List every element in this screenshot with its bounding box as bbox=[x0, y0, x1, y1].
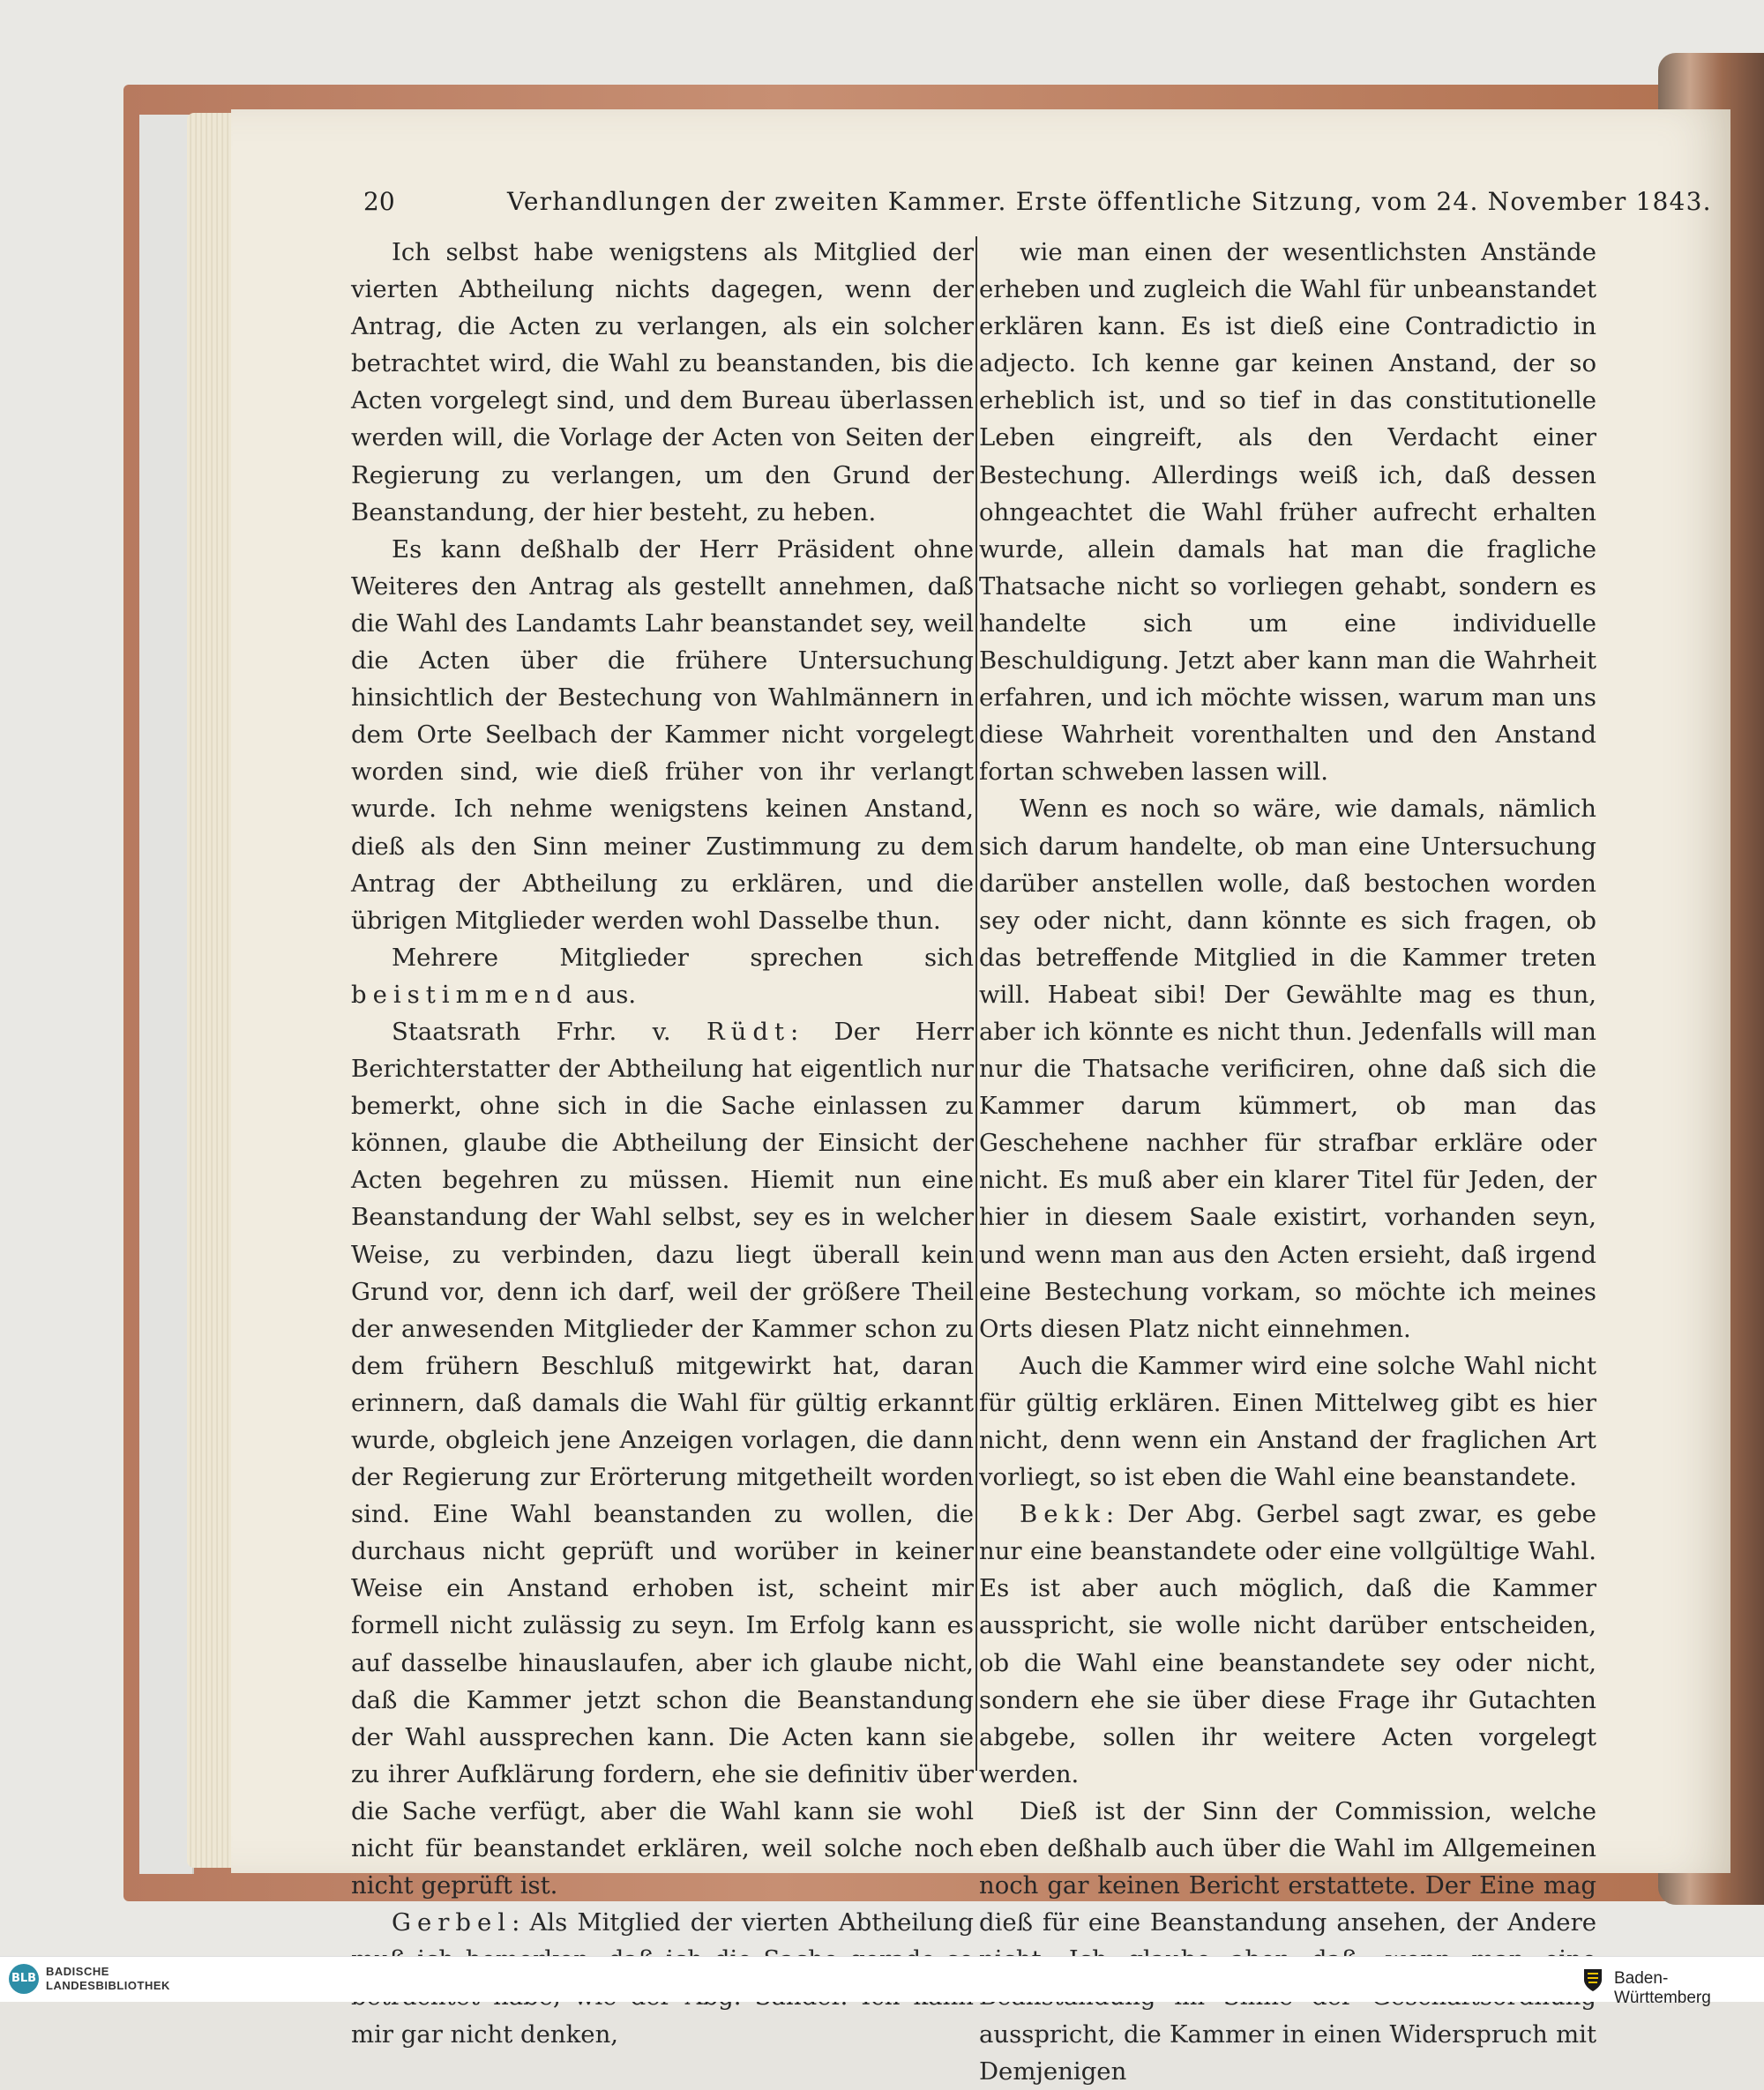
paragraph bbox=[979, 1347, 1596, 1496]
running-header bbox=[363, 187, 1712, 231]
paragraph-text: : Als Mitglied der vierten Abtheilung mir gar nicht denken, bbox=[351, 1908, 974, 2049]
paragraph bbox=[351, 1013, 974, 1904]
paragraph-text: Wenn es noch so wäre, wie damals, nämlich sich darum handelte, ob man eine Untersuchung darüber anstellen wolle, daß bestochen worden sey oder nicht, dann könnte es sich fragen, ob das betreffende Mitglied in die Kammer treten will. Habeat sibi! Der Gewählte mag es thun, aber ich könnte es nicht thun. Jedenfalls will man nur die Thatsache verificiren, ohne daß sich die Kammer darum kümmert, ob man das Geschehene nachher für strafbar erkläre oder nicht. Es muß aber ein klarer Titel für Jeden, der hier in diesem Saale existirt, vorhanden seyn, und wenn man aus den Acten ersieht, daß irgend eine Bestechung vorkam, so möchte ich meines Orts diesen Platz nicht einnehmen. bbox=[979, 795, 1596, 1343]
paragraph-text: : Der Abg. Gerbel sagt zwar, es gebe nur eine beanstandete oder eine vollgültige Wahl. Es ist aber auch möglich, daß die Kammer ausspricht, sie wolle nicht darüber entscheiden, ob die Wahl eine beanstandete sey oder nicht, sondern ehe sie über diese Frage ihr Gutachten abgebe, sollen ihr weitere Acten vorgelegt werden. bbox=[979, 1500, 1596, 1788]
column-divider bbox=[975, 236, 977, 1771]
flyleaf bbox=[139, 115, 194, 1874]
blb-logo[interactable]: BLB bbox=[9, 1964, 39, 1994]
running-title: Verhandlungen der zweiten Kammer. Erste öffentliche Sitzung, vom 24. November 1843. bbox=[507, 187, 1712, 216]
paragraph bbox=[351, 939, 974, 1013]
speaker-name: Bekk bbox=[1020, 1500, 1106, 1529]
paragraph-text: wie man einen der wesentlichsten Anstände erheben und zugleich die Wahl für unbeanstandet erklären kann. Es ist dieß eine Contradictio in adjecto. Ich kenne gar keinen Anstand, der so erheblich ist, und so tief in das constitutionelle Leben eingreift, als den Verdacht einer Bestechung. Allerdings weiß ich, daß dessen ohngeachtet die Wahl früher aufrecht erhalten wurde, allein damals hat man die fragliche Thatsache nicht so vorliegen gehabt, sondern es handelte sich um eine individuelle Beschuldigung. Jetzt aber kann man die Wahrheit erfahren, und ich möchte wissen, warum man uns diese Wahrheit vorenthalten und den Anstand fortan schweben lassen will. bbox=[979, 238, 1596, 787]
paragraph bbox=[351, 234, 974, 531]
speaker-name: beistimmend bbox=[351, 980, 579, 1009]
baden-wuerttemberg-label[interactable]: Baden-Württemberg bbox=[1614, 1969, 1711, 2007]
page-number: 20 bbox=[363, 187, 395, 216]
baden-wuerttemberg-coat-of-arms-icon[interactable] bbox=[1579, 1966, 1607, 1994]
blb-name-line1: BADISCHE bbox=[46, 1965, 109, 1978]
paragraph-text: Auch die Kammer wird eine solche Wahl nicht für gültig erklären. Einen Mittelweg gibt es hier nicht, denn wenn ein Anstand der fraglichen Art vorliegt, so ist eben die Wahl eine beanstandete. bbox=[979, 1351, 1596, 1492]
paragraph bbox=[351, 531, 974, 939]
blb-name[interactable] bbox=[46, 1965, 170, 1993]
paragraph bbox=[979, 1496, 1596, 1793]
paragraph-text: : Der Herr Berichterstatter der Abtheilung hat eigentlich nur bemerkt, ohne sich in die Sache einlassen zu können, glaube die Abtheilung der Einsicht der Acten begehren zu müssen. Hiemit nun eine Beanstandung der Wahl selbst, sey es in welcher Weise, zu verbinden, dazu liegt überall kein Grund vor, denn ich darf, weil der größere Theil der anwesenden Mitglieder der Kammer schon zu dem frühern Beschluß mitgewirkt hat, daran erinnern, daß damals die Wahl für gültig erkannt wurde, obgleich jene Anzeigen vorlagen, die dann der Regierung zur Erörterung mitgetheilt worden sind. Eine Wahl beanstanden zu wollen, die durchaus nicht geprüft und worüber in keiner Weise ein Anstand erhoben ist, scheint mir formell nicht zulässig zu seyn. Im Erfolg kann es auf dasselbe hinauslaufen, aber ich glaube nicht, daß die Kammer jetzt schon die Beanstandung der Wahl aussprechen kann. Die Acten kann sie zu ihrer Aufklärung fordern, ehe sie definitiv über die Sache verfügt, aber die Wahl kann sie wohl nicht für beanstandet erklären, weil solche noch nicht geprüft ist. bbox=[351, 1017, 974, 1900]
paragraph-text: Ich selbst habe wenigstens als Mitglied der vierten Abtheilung nichts dagegen, wenn der Antrag, die Acten zu verlangen, als ein solcher betrachtet wird, die Wahl zu beanstanden, bis die Acten vorgelegt sind, und dem Bureau überlassen werden will, die Vorlage der Acten von Seiten der Regierung zu verlangen, um den Grund der Beanstandung, der hier besteht, zu heben. bbox=[351, 238, 974, 526]
paragraph bbox=[979, 234, 1596, 790]
footer-bar bbox=[0, 1956, 1764, 2007]
paragraph-prefix: Mehrere Mitglieder sprechen sich bbox=[392, 943, 974, 972]
paragraph-text: Dieß ist der Sinn der Commission, welche eben deßhalb auch über die Wahl im Allgemeinen noch gar keinen Bericht erstattete. Der Eine mag dieß für eine Beanstandung ansehen, der Andere ausspricht, die Kammer in einen Widerspruch mit Demjenigen bbox=[979, 1796, 1596, 2086]
speaker-name: Gerbel bbox=[392, 1908, 512, 1937]
paragraph-text: aus. bbox=[578, 980, 637, 1009]
paragraph bbox=[979, 790, 1596, 1347]
right-column bbox=[979, 234, 1596, 2086]
paragraph-text: Es kann deßhalb der Herr Präsident ohne Weiteres den Antrag als gestellt annehmen, daß die Wahl des Landamts Lahr beanstandet sey, weil die Acten über die frühere Untersuchung hinsichtlich der Bestechung von Wahlmännern in dem Orte Seelbach der Kammer nicht vorgelegt worden sind, wie dieß früher von ihr verlangt wurde. Ich nehme wenigstens keinen Anstand, dieß als den Sinn meiner Zustimmung zu dem Antrag der Abtheilung zu erklären, und die übrigen Mitglieder werden wohl Dasselbe thun. bbox=[351, 534, 974, 935]
paragraph bbox=[979, 1793, 1596, 2090]
blb-name-line2: LANDESBIBLIOTHEK bbox=[46, 1979, 170, 1992]
speaker-name: Rüdt bbox=[706, 1017, 791, 1046]
left-column bbox=[351, 234, 974, 2049]
paragraph-prefix: Staatsrath Frhr. v. bbox=[392, 1017, 706, 1046]
